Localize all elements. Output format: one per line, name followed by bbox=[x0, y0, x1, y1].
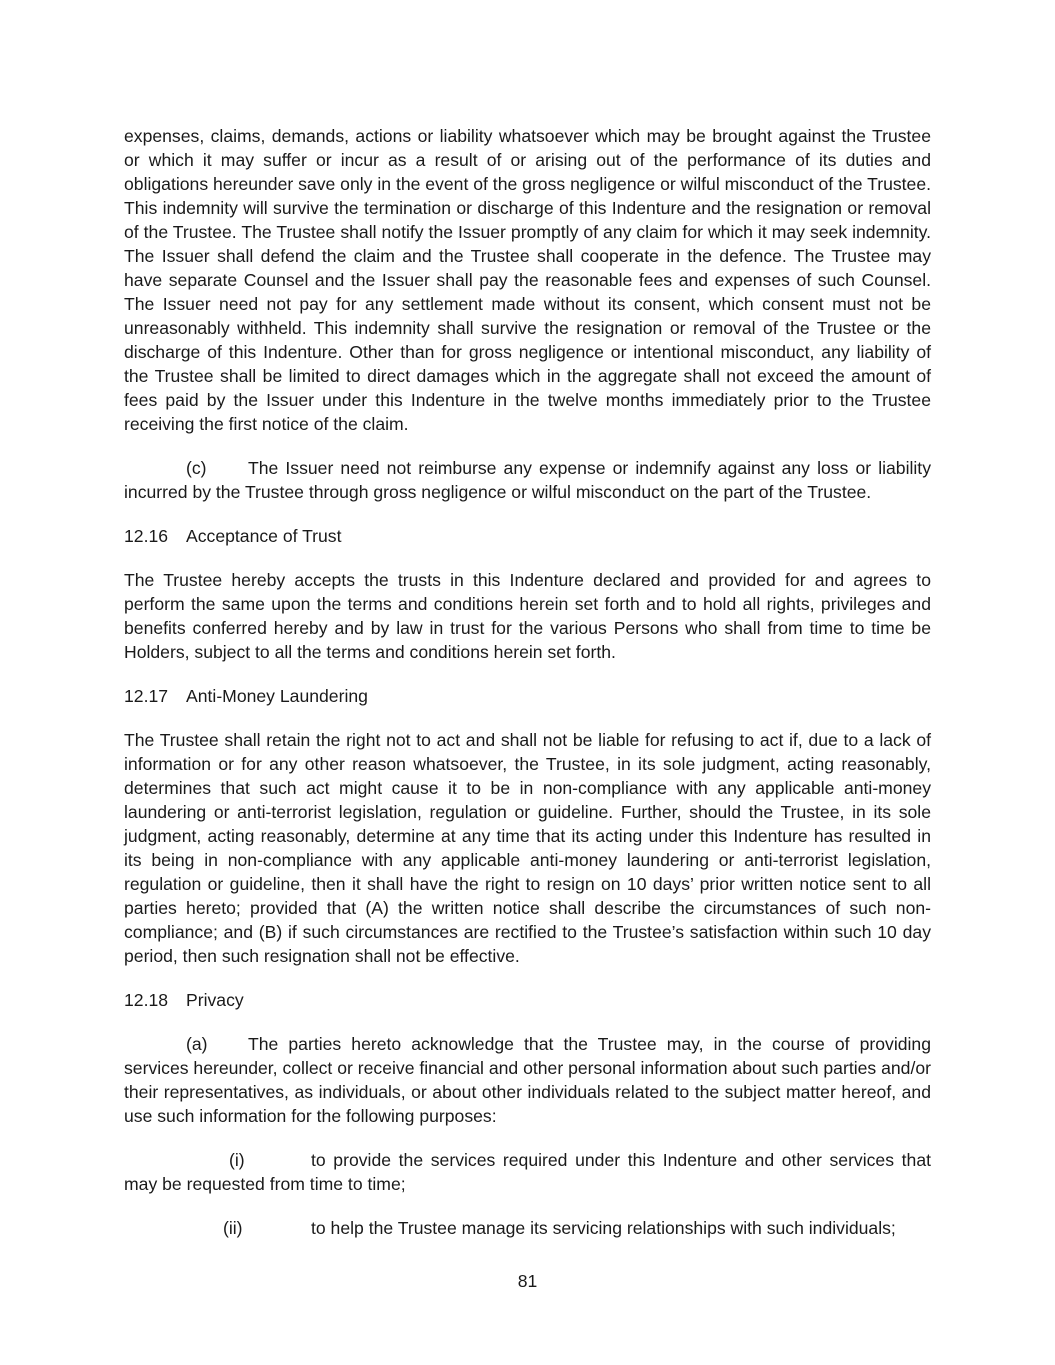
privacy-item-ii bbox=[124, 1216, 931, 1240]
section-12-16-body: The Trustee hereby accepts the trusts in this Indenture declared and provided for and agrees to perform the same upon the terms and conditions herein set forth and to hold all rights, privileges and benefits conferred hereby and by law in trust for the various Persons who shall from time to time be Holders, subject to all the terms and conditions herein set forth. bbox=[124, 570, 931, 662]
section-12-17-number: 12.17 bbox=[124, 686, 169, 706]
section-12-16-number: 12.16 bbox=[124, 526, 169, 546]
privacy-clause-a-label: (a) bbox=[186, 1034, 208, 1054]
section-12-18-heading bbox=[124, 988, 931, 1012]
section-12-16-heading bbox=[124, 524, 931, 548]
clause-c-text: The Issuer need not reimburse any expense or indemnify against any loss or liability incurred by the Trustee through gross negligence or wilful misconduct on the part of the Trustee. bbox=[124, 458, 931, 502]
section-12-18-number: 12.18 bbox=[124, 990, 169, 1010]
clause-c bbox=[124, 456, 931, 504]
clause-c-label: (c) bbox=[186, 458, 207, 478]
section-12-17-body: The Trustee shall retain the right not to act and shall not be liable for refusing to act if, due to a lack of information or for any other reason whatsoever, the Trustee, in its sole judgment, acting reasonably, determines that such act might cause it to be in non-compliance with any applicable anti-money laundering or anti-terrorist legislation, regulation or guideline. Further, should the Trustee, in its sole judgment, acting reasonably, determine at any time that its acting under this Indenture has resulted in its being in non-compliance with any applicable anti-money laundering or anti-terrorist legislation, regulation or guideline, then it shall have the right to resign on 10 days’ prior written notice sent to all parties hereto; provided that (A) the written notice shall describe the circumstances of such non-compliance; and (B) if such circumstances are rectified to the Trustee’s satisfaction within such 10 day period, then such resignation shall not be effective. bbox=[124, 730, 931, 966]
document-page bbox=[124, 124, 931, 1240]
privacy-item-i bbox=[124, 1148, 931, 1196]
page-number: 81 bbox=[517, 1271, 538, 1291]
privacy-item-ii-label: (ii) bbox=[223, 1218, 243, 1238]
privacy-item-i-text: to provide the services required under this Indenture and other services that may be requested from time to time; bbox=[124, 1150, 931, 1194]
privacy-clause-a-text: The parties hereto acknowledge that the Trustee may, in the course of providing services hereunder, collect or receive financial and other personal information about such parties and/or their representatives, as individuals, or about other individuals related to the subject matter hereof, and use such information for the following purposes: bbox=[124, 1034, 931, 1126]
section-12-17-heading bbox=[124, 684, 931, 708]
section-12-16-title: Acceptance of Trust bbox=[186, 526, 342, 546]
intro-paragraph: expenses, claims, demands, actions or liability whatsoever which may be brought against the Trustee or which it may suffer or incur as a result of or arising out of the performance of its duties and obligations hereunder save only in the event of the gross negligence or wilful misconduct of the Trustee. This indemnity will survive the termination or discharge of this Indenture and the resignation or removal of the Trustee. The Trustee shall notify the Issuer promptly of any claim for which it may seek indemnity. The Issuer shall defend the claim and the Trustee shall cooperate in the defence. The Trustee may have separate Counsel and the Issuer shall pay the reasonable fees and expenses of such Counsel. The Issuer need not pay for any settlement made without its consent, which consent must not be unreasonably withheld. This indemnity shall survive the resignation or removal of the Trustee or the discharge of this Indenture. Other than for gross negligence or intentional misconduct, any liability of the Trustee shall be limited to direct damages which in the aggregate shall not exceed the amount of fees paid by the Issuer under this Indenture in the twelve months immediately prior to the Trustee receiving the first notice of the claim. bbox=[124, 126, 931, 434]
section-12-18-title: Privacy bbox=[186, 990, 244, 1010]
privacy-item-i-label: (i) bbox=[229, 1150, 245, 1170]
section-12-17-title: Anti-Money Laundering bbox=[186, 686, 368, 706]
privacy-item-ii-text: to help the Trustee manage its servicing relationships with such individuals; bbox=[311, 1218, 896, 1238]
privacy-clause-a bbox=[124, 1032, 931, 1128]
